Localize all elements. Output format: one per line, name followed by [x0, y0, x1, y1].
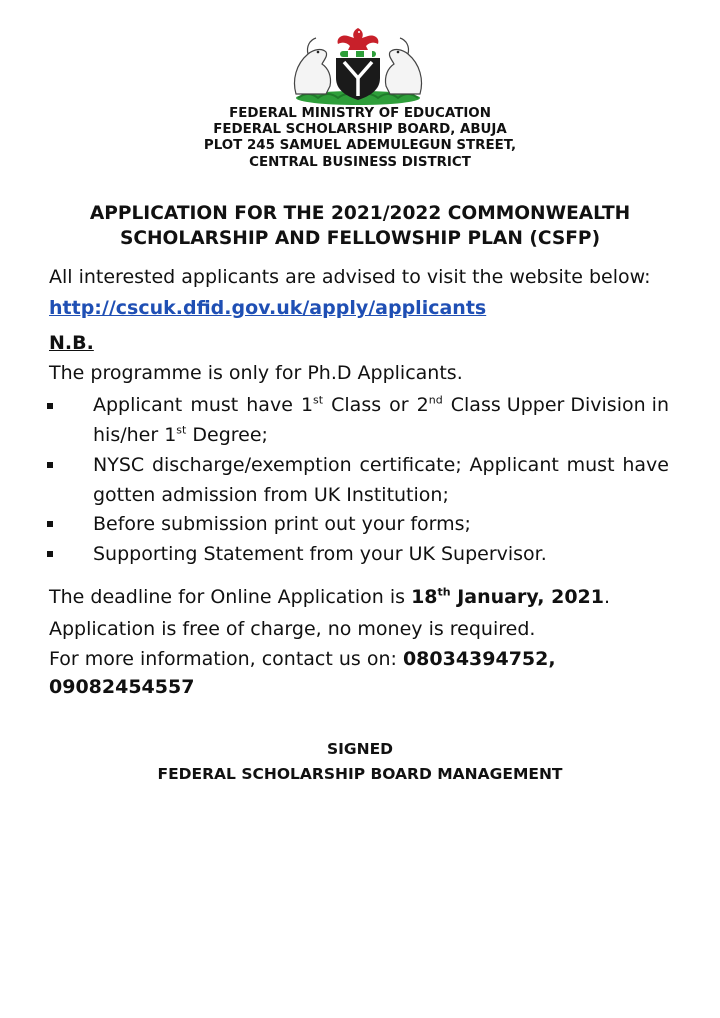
word: must — [566, 454, 615, 476]
website-link-line — [49, 295, 679, 321]
word: Applicant — [469, 454, 559, 476]
word-base: 2 — [416, 394, 429, 416]
bullet-item-2 — [93, 450, 673, 510]
contact-phone-2: 09082454557 — [49, 676, 195, 698]
superscript: th — [437, 585, 451, 599]
word: Class Upper Division in — [450, 394, 669, 416]
ministry-header — [0, 106, 720, 171]
word: NYSC — [93, 454, 145, 476]
word: certificate; — [359, 454, 462, 476]
title-line-2: SCHOLARSHIP AND FELLOWSHIP PLAN (CSFP) — [119, 228, 601, 249]
superscript: st — [176, 423, 187, 437]
contact-line — [49, 646, 679, 672]
bullet-item-1 — [93, 390, 673, 450]
bullet-item-4: Supporting Statement from your UK Supervisor. — [93, 543, 547, 565]
document-title — [0, 201, 720, 251]
intro-text: All interested applicants are advised to visit the website below: — [49, 266, 651, 288]
header-line-3: PLOT 245 SAMUEL ADEMULEGUN STREET, — [203, 138, 517, 154]
deadline-date-rest: January, 2021 — [450, 586, 604, 608]
contact-prefix: For more information, contact us on: — [49, 648, 403, 670]
programme-text: The programme is only for Ph.D Applicants. — [49, 362, 463, 384]
word: or — [389, 394, 409, 416]
word: must — [190, 394, 239, 416]
word: Applicant — [93, 394, 183, 416]
text: his/her 1 — [93, 424, 177, 446]
title-line-1: APPLICATION FOR THE 2021/2022 COMMONWEALTH — [89, 203, 631, 224]
header-line-1: FEDERAL MINISTRY OF EDUCATION — [229, 106, 491, 121]
bullet-marker — [47, 403, 53, 409]
bullet-item-3: Before submission print out your forms; — [93, 513, 471, 535]
coat-of-arms-icon — [278, 24, 438, 106]
signatory: FEDERAL SCHOLARSHIP BOARD MANAGEMENT — [157, 765, 563, 783]
bullet-1-line-2 — [93, 420, 673, 450]
word: have — [622, 454, 669, 476]
contact-phone-1: 08034394752, — [402, 648, 556, 670]
word: Class — [331, 394, 382, 416]
deadline-suffix: . — [604, 586, 611, 608]
superscript: nd — [428, 393, 443, 407]
contact-line-2 — [49, 674, 679, 700]
free-of-charge-text: Application is free of charge, no money is required. — [49, 618, 536, 640]
word — [417, 390, 443, 420]
word — [301, 390, 323, 420]
bullet-2-line-2: gotten admission from UK Institution; — [93, 484, 449, 506]
bullet-1-line-1 — [93, 390, 669, 420]
nb-label: N.B. — [49, 332, 94, 354]
word: discharge/exemption — [151, 454, 352, 476]
word-base: 1 — [300, 394, 314, 416]
bullet-marker — [47, 462, 53, 468]
website-link[interactable]: http://cscuk.dfid.gov.uk/apply/applicants — [49, 297, 487, 319]
deadline-date — [411, 586, 604, 608]
bullet-marker — [47, 551, 53, 557]
header-line-2: FEDERAL SCHOLARSHIP BOARD, ABUJA — [213, 122, 507, 138]
signed-label: SIGNED — [326, 740, 394, 758]
bullet-marker — [47, 521, 53, 527]
header-line-4: CENTRAL BUSINESS DISTRICT — [249, 154, 471, 170]
superscript: st — [313, 393, 324, 407]
text: Degree; — [186, 424, 268, 446]
deadline-day: 18 — [411, 586, 438, 608]
deadline-text — [49, 584, 679, 610]
word: have — [246, 394, 293, 416]
nb-line — [49, 330, 679, 356]
bullet-2-line-1 — [93, 450, 669, 480]
deadline-prefix: The deadline for Online Application is — [49, 586, 412, 608]
